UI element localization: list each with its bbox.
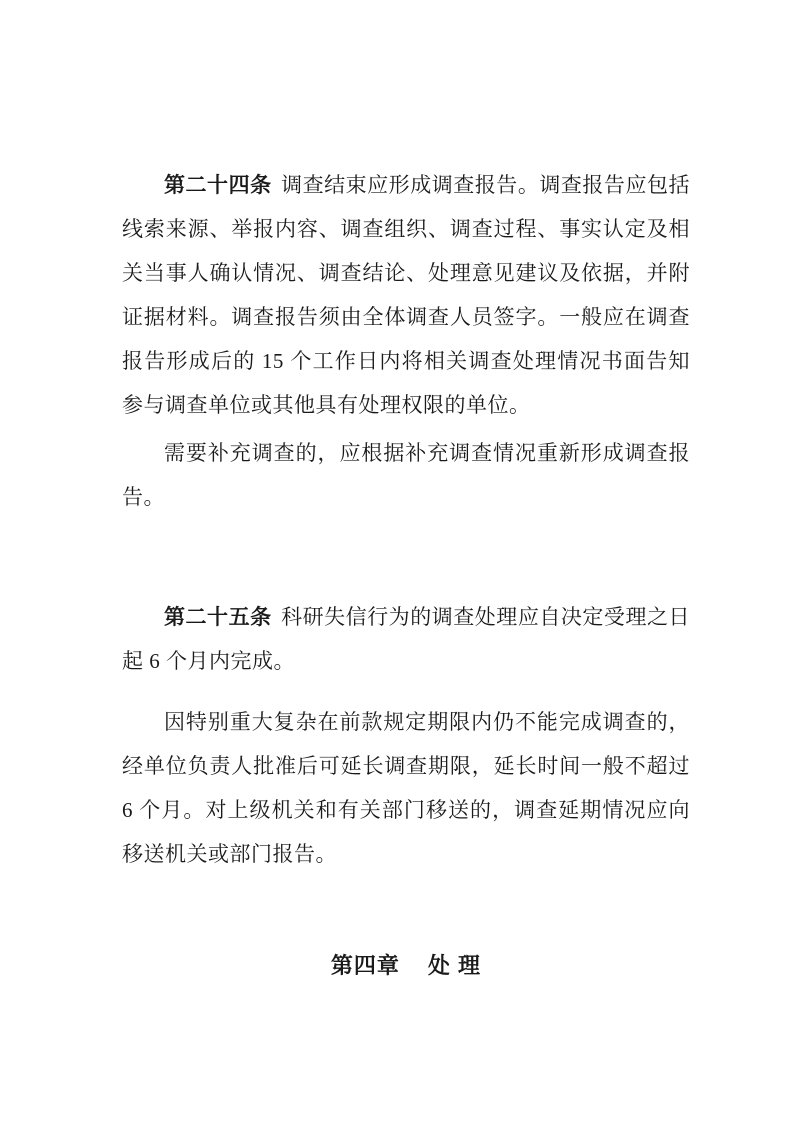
article-24-label: 第二十四条 (164, 173, 272, 197)
paragraph-supplementary-investigation: 需要补充调查的，应根据补充调查情况重新形成调查报告。 (122, 441, 690, 509)
paragraph-deadline-extension: 因特别重大复杂在前款规定期限内仍不能完成调查的，经单位负责人批准后可延长调查期限，延长时间一般不超过 6 个月。对上级机关和有关部门移送的，调查延期情况应向移送机关或部门报告。 (122, 710, 690, 866)
document-body (122, 163, 690, 988)
chapter-title: 处 理 (427, 953, 482, 978)
article-24-text: 调查结束应形成调查报告。调查报告应包括线索来源、举报内容、调查组织、调查过程、事实认定及相关当事人确认情况、调查结论、处理意见建议及依据，并附证据材料。调查报告须由全体调查人员签字。一般应在调查报告形成后的 15 个工作日内将相关调查处理情况书面告知参与调查单位或其他具有处理权限的单位。 (122, 173, 691, 417)
article-25-label: 第二十五条 (164, 605, 272, 629)
paragraph-article-24 (122, 163, 690, 427)
chapter-heading (122, 944, 690, 988)
article-25-text: 科研失信行为的调查处理应自决定受理之日起 6 个月内完成。 (122, 605, 691, 673)
chapter-number: 第四章 (330, 953, 400, 978)
paragraph-article-25 (122, 595, 690, 683)
